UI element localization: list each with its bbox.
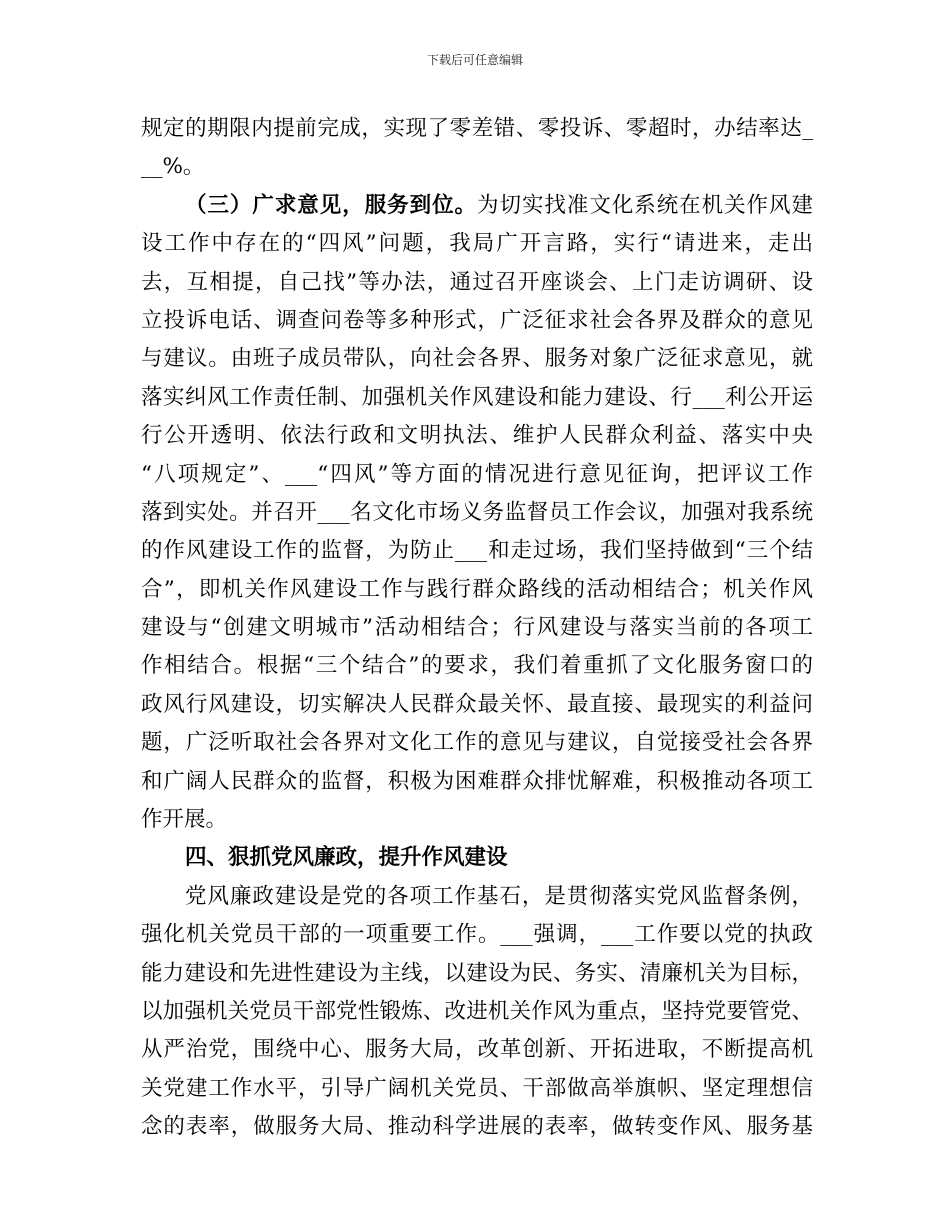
body-line: 规定的期限内提前完成，实现了零差错、零投诉、零超时，办结率达_ bbox=[141, 116, 813, 141]
body-line: 合”，即机关作风建设工作与践行群众路线的活动相结合；机关作风 bbox=[141, 576, 813, 602]
body-line: 以加强机关党员干部党性锻炼、改进机关作风为重点，坚持党要管党、 bbox=[141, 998, 813, 1024]
section-heading: 四、狠抓党风廉政，提升作风建设 bbox=[185, 845, 508, 871]
body-line: 题，广泛听取社会各界对文化工作的意见与建议，自觉接受社会各界 bbox=[141, 730, 813, 756]
body-text: 为切实找准文化系统在机关作风建 bbox=[477, 192, 813, 218]
body-line: __%。 bbox=[141, 154, 205, 180]
body-line: 关党建工作水平，引导广阔机关党员、干部做高举旗帜、坚定理想信 bbox=[141, 1075, 813, 1101]
body-line: 设工作中存在的“四风”问题，我局广开言路，实行“请进来，走出 bbox=[141, 231, 813, 257]
body-line: 党风廉政建设是党的各项工作基石，是贯彻落实党风监督条例， bbox=[185, 883, 813, 909]
body-line: 的作风建设工作的监督，为防止___和走过场，我们坚持做到“三个结 bbox=[141, 538, 813, 564]
body-line: 从严治党，围绕中心、服务大局，改革创新、开拓进取，不断提高机 bbox=[141, 1037, 813, 1063]
body-line: 能力建设和先进性建设为主线，以建设为民、务实、清廉机关为目标， bbox=[141, 960, 813, 986]
body-line: 作开展。 bbox=[141, 807, 228, 833]
body-line: 落到实处。并召开___名文化市场义务监督员工作会议，加强对我系统 bbox=[141, 499, 813, 525]
body-line: 行公开透明、依法行政和文明执法、维护人民群众利益、落实中央 bbox=[141, 423, 813, 449]
body-line: 建设与“创建文明城市”活动相结合；行风建设与落实当前的各项工 bbox=[141, 615, 813, 641]
body-line: 强化机关党员干部的一项重要工作。___强调，___工作要以党的执政 bbox=[141, 922, 813, 948]
body-line: 作相结合。根据“三个结合”的要求，我们着重抓了文化服务窗口的 bbox=[141, 653, 813, 679]
subsection-paragraph-start bbox=[141, 187, 813, 225]
body-line: 和广阔人民群众的监督，积极为困难群众排忧解难，积极推动各项工 bbox=[141, 768, 813, 794]
body-line: 去，互相提，自己找”等办法，通过召开座谈会、上门走访调研、设 bbox=[141, 269, 813, 295]
body-line: 落实纠风工作责任制、加强机关作风建设和能力建设、行___利公开运 bbox=[141, 384, 813, 410]
body-line: 政风行风建设，切实解决人民群众最关怀、最直接、最现实的利益问 bbox=[141, 691, 813, 717]
body-line: 立投诉电话、调查问卷等多种形式，广泛征求社会各界及群众的意见 bbox=[141, 307, 813, 333]
body-line: 念的表率，做服务大局、推动科学进展的表率，做转变作风、服务基 bbox=[141, 1114, 813, 1140]
body-line: “八项规定”、___“四风”等方面的情况进行意见征询，把评议工作 bbox=[141, 461, 813, 487]
body-line: 与建议。由班子成员带队，向社会各界、服务对象广泛征求意见，就 bbox=[141, 346, 813, 372]
subsection-heading: （三）广求意见，服务到位。 bbox=[185, 192, 478, 218]
document-body bbox=[141, 110, 813, 1147]
page-header-note: 下载后可任意编辑 bbox=[426, 53, 523, 67]
